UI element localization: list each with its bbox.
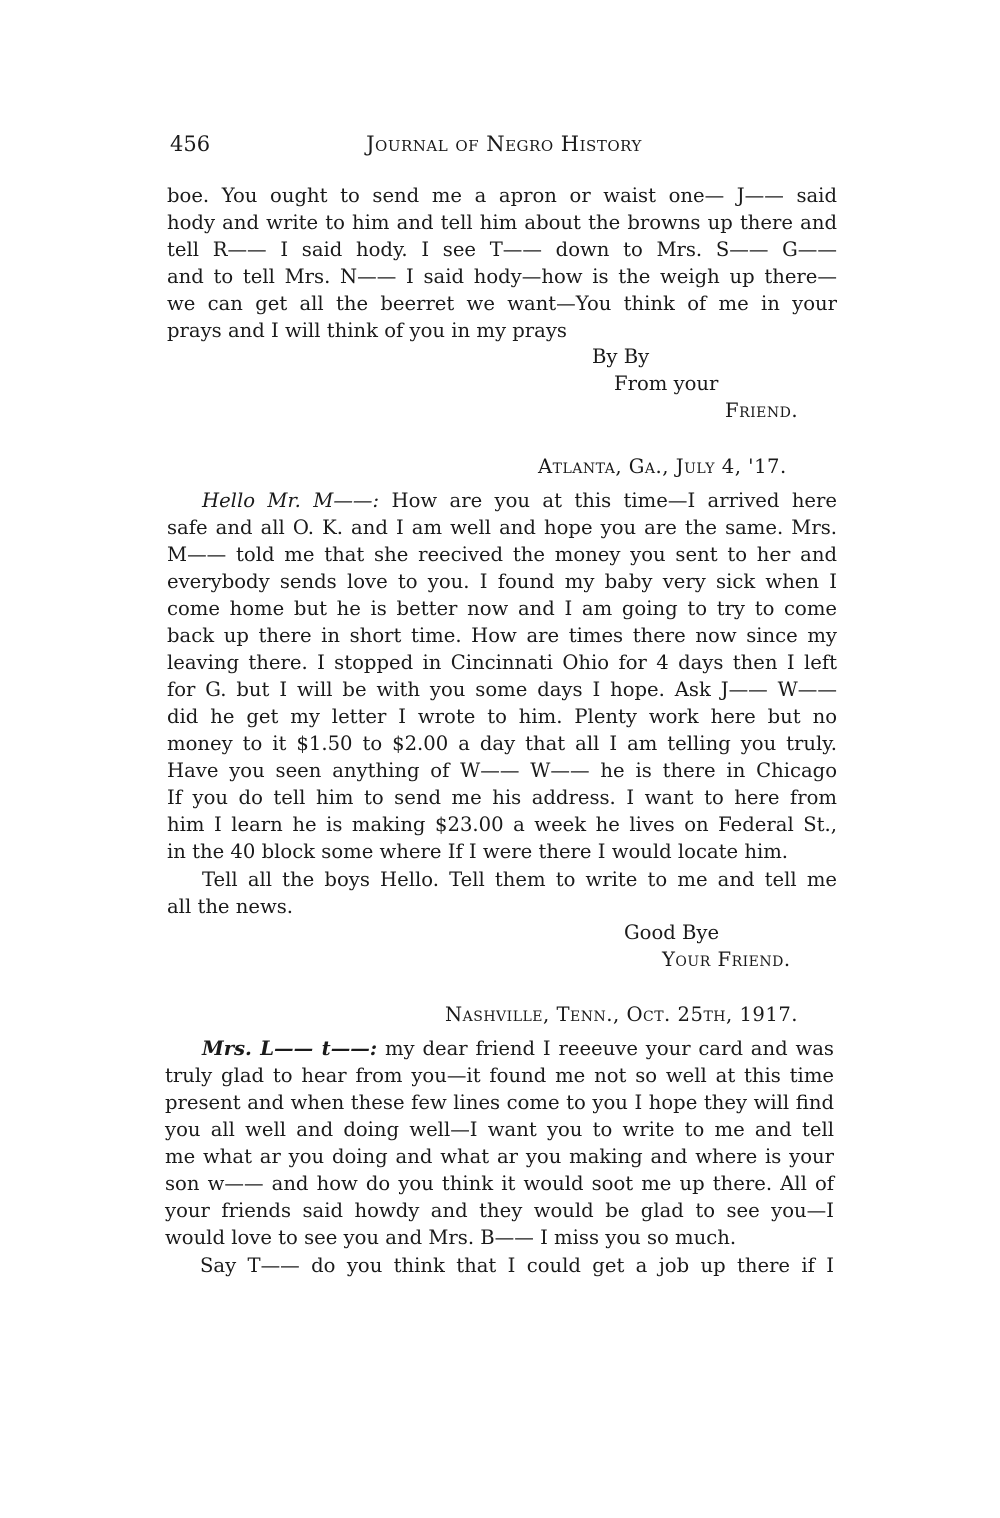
text-line: in the 40 block some where If I were there I would locate him. [167,840,789,863]
text-line [202,1035,834,1062]
text-line: present and when these few lines come to you I hope they will find [165,1091,834,1114]
text-line: did he get my letter I wrote to him. Plenty work here but no [167,705,837,728]
text-line: your friends said howdy and they would be glad to see you—I [165,1199,834,1222]
text-line: safe and all O. K. and I am well and hope you are the same. Mrs. [167,516,837,539]
text-line: prays and I will think of you in my prays [167,319,567,342]
dateline: Nashville, Tenn., Oct. 25th, 1917. [445,1003,799,1026]
text-line: Say T—— do you think that I could get a job up there if I [200,1254,834,1277]
dateline: Atlanta, Ga., July 4, '17. [538,455,787,478]
salutation: Mrs. L—— t——: [202,1037,378,1060]
text-line: leaving there. I stopped in Cincinnati Ohio for 4 days then I left [167,651,837,674]
text-line: everybody sends love to you. I found my baby very sick when I [167,570,837,593]
text-line: Tell all the boys Hello. Tell them to write to me and tell me [202,868,837,891]
page-header [170,132,838,162]
signature: Friend. [725,399,799,422]
text-line: you all well and doing well—I want you to write to me and tell [165,1118,834,1141]
text-segment: my dear friend I reeeuve your card and was [377,1037,834,1060]
text-line: and to tell Mrs. N—— I said hody—how is the weigh up there— [167,265,837,288]
text-line: Have you seen anything of W—— W—— he is there in Chicago [167,759,837,782]
text-line: money to it $1.50 to $2.00 a day that all I am telling you truly. [167,732,837,755]
closing-line: By By [592,345,650,368]
text-line [202,487,837,514]
running-title: Journal of Negro History [366,132,642,156]
text-line: hody and write to him and tell him about the browns up there and [167,211,837,234]
page-number: 456 [170,132,211,156]
signature: Your Friend. [662,948,791,971]
text-line: for G. but I will be with you some days I hope. Ask J—— W—— [167,678,837,701]
text-line: him I learn he is making $23.00 a week he lives on Federal St., [167,813,837,836]
text-line: back up there in short time. How are times there now since my [167,624,837,647]
text-line: M—— told me that she reecived the money you sent to her and [167,543,837,566]
text-line: boe. You ought to send me a apron or waist one— J—— said [167,184,837,207]
text-line: son w—— and how do you think it would soot me up there. All of [165,1172,834,1195]
text-line: all the news. [167,895,294,918]
text-line: me what ar you doing and what ar you making and where is your [165,1145,834,1168]
text-line: tell R—— I said hody. I see T—— down to Mrs. S—— G—— [167,238,837,261]
text-line: come home but he is better now and I am going to try to come [167,597,837,620]
text-line: truly glad to hear from you—it found me not so well at this time [165,1064,834,1087]
text-segment: How are you at this time—I arrived here [379,489,837,512]
text-line: we can get all the beerret we want—You think of me in your [167,292,837,315]
text-line: would love to see you and Mrs. B—— I miss you so much. [165,1226,737,1249]
salutation: Hello Mr. M——: [202,489,380,512]
text-line: If you do tell him to send me his address. I want to here from [167,786,837,809]
closing-line: Good Bye [624,921,720,944]
closing-line: From your [614,372,719,395]
